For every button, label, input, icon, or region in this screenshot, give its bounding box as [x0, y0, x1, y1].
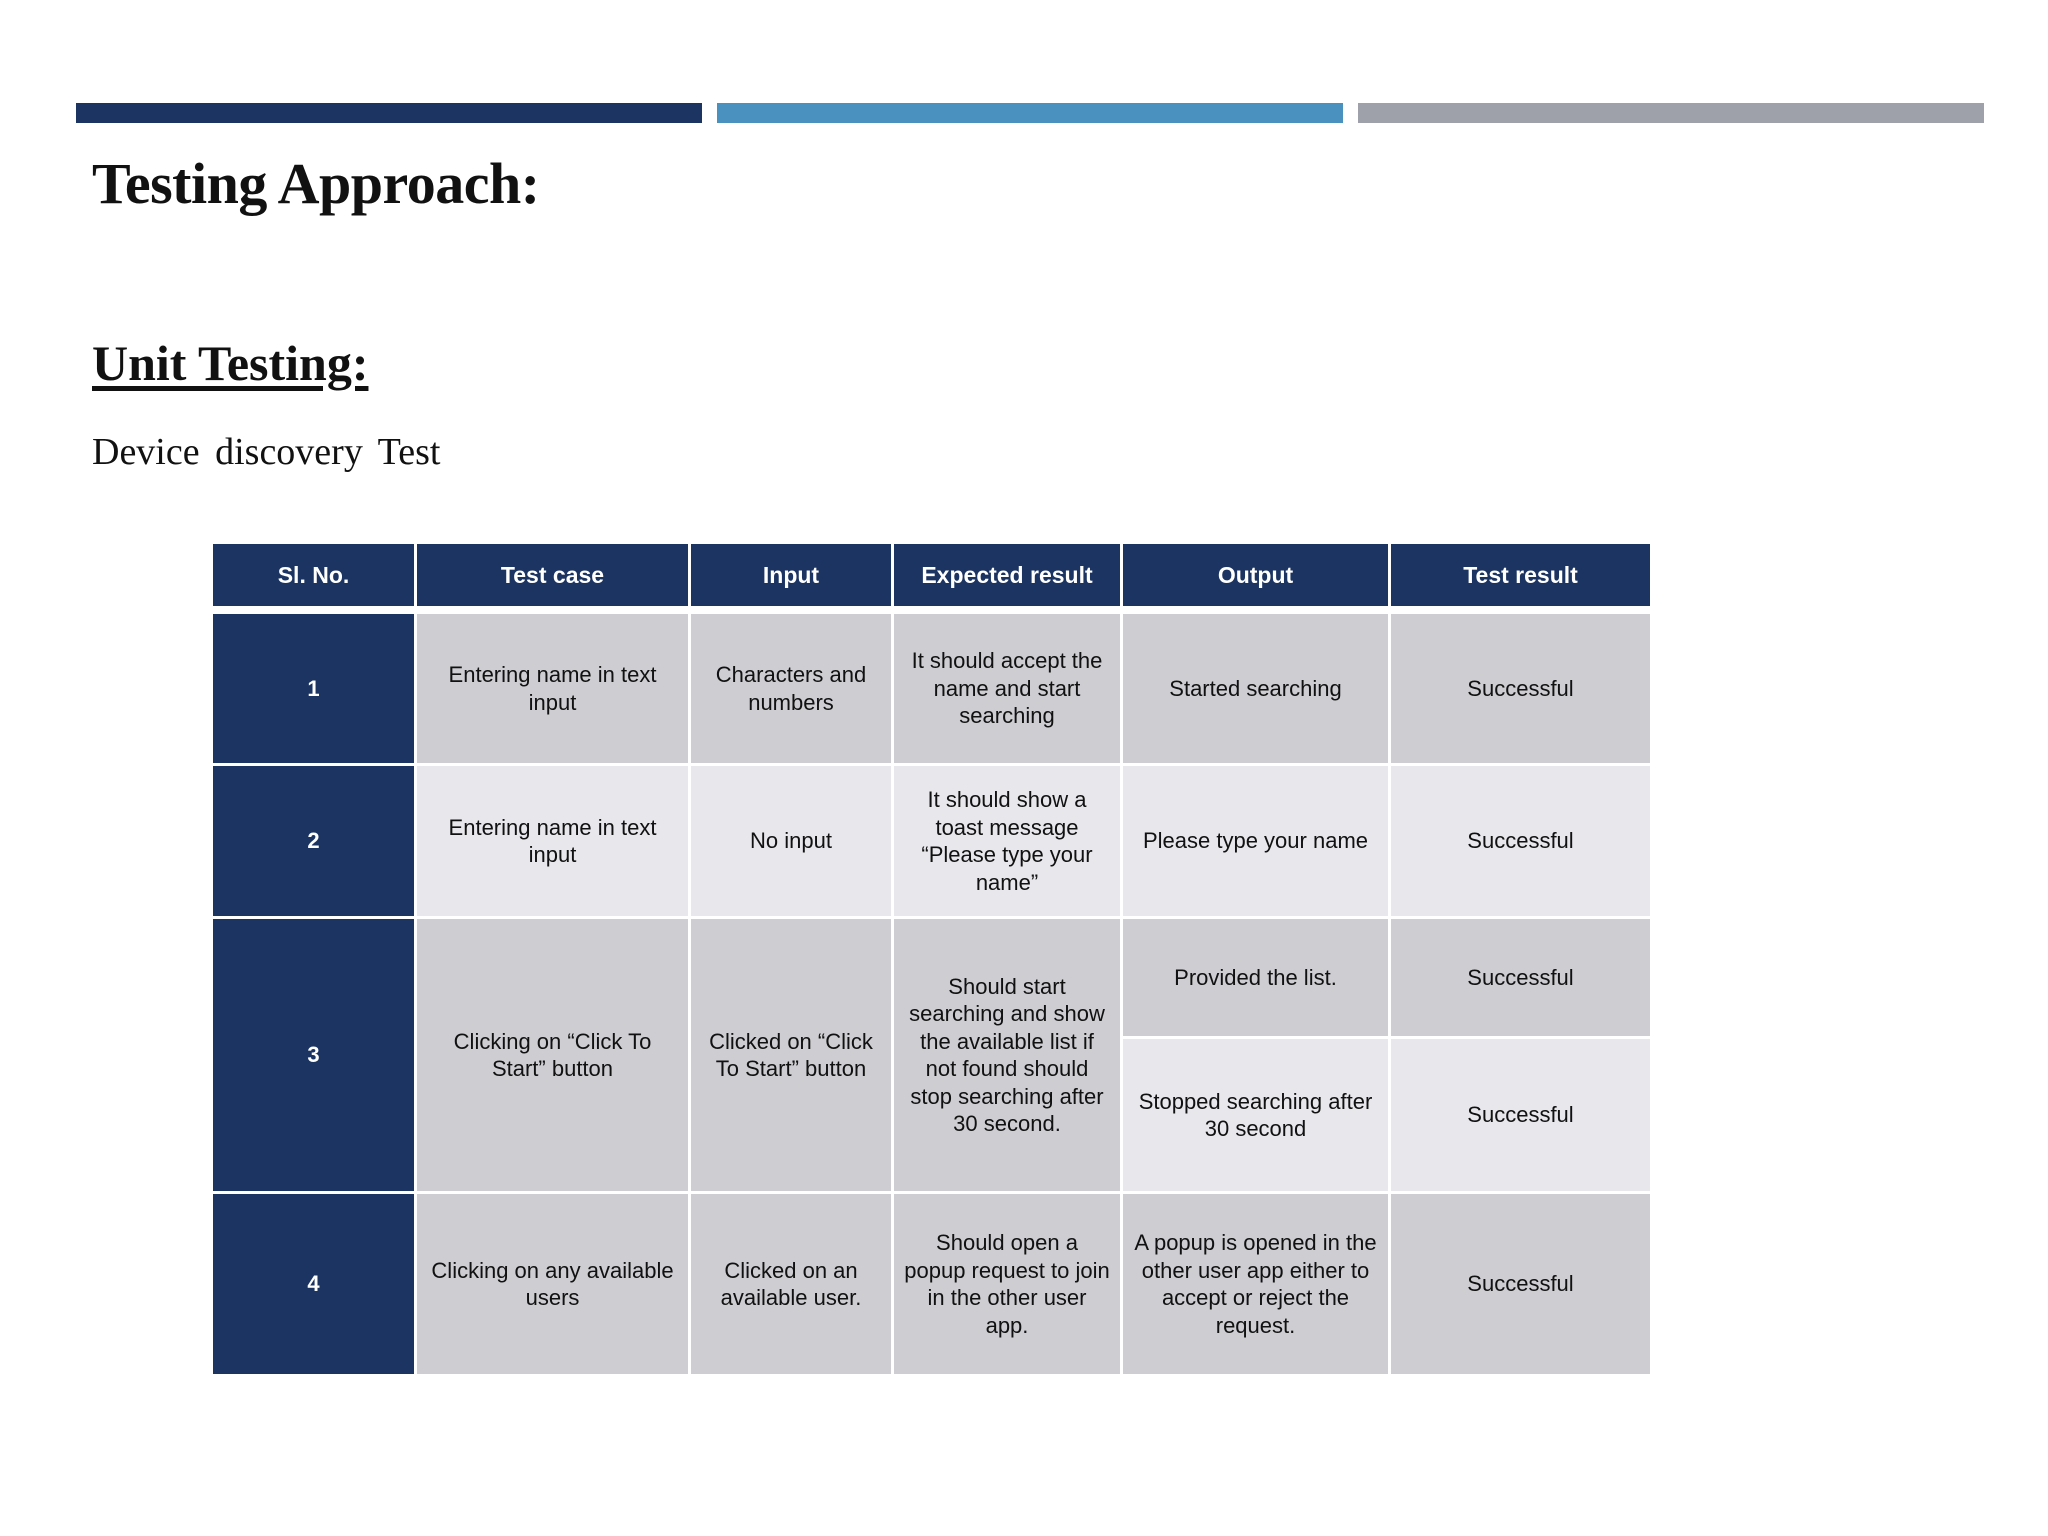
top-accent-bars [76, 103, 1984, 123]
cell-test-result: Successful [1391, 614, 1653, 766]
cell-expected-result: It should show a toast message “Please type your name” [894, 766, 1123, 919]
cell-sl-no: 3 [213, 919, 417, 1194]
cell-sl-no: 2 [213, 766, 417, 919]
page-title: Testing Approach: [92, 151, 540, 216]
cell-sl-no: 1 [213, 614, 417, 766]
cell-test-result: Successful [1391, 766, 1653, 919]
table-row [213, 919, 1653, 1039]
cell-output-secondary: Stopped searching after 30 second [1123, 1039, 1391, 1194]
cell-output: Started searching [1123, 614, 1391, 766]
accent-bar-gray [1358, 103, 1984, 123]
cell-expected-result: It should accept the name and start searching [894, 614, 1123, 766]
test-cases-table [213, 544, 1653, 1377]
cell-input: No input [691, 766, 894, 919]
cell-expected-result: Should open a popup request to join in the other user app. [894, 1194, 1123, 1377]
header-input: Input [691, 544, 894, 614]
cell-input: Clicked on an available user. [691, 1194, 894, 1377]
cell-test-result: Successful [1391, 1194, 1653, 1377]
cell-test-result-secondary: Successful [1391, 1039, 1653, 1194]
header-output: Output [1123, 544, 1391, 614]
cell-output: A popup is opened in the other user app either to accept or reject the request. [1123, 1194, 1391, 1377]
cell-input: Characters and numbers [691, 614, 894, 766]
cell-output: Provided the list. [1123, 919, 1391, 1039]
table-caption: Device discovery Test [92, 431, 441, 473]
accent-bar-blue [717, 103, 1343, 123]
cell-test-case: Clicking on “Click To Start” button [417, 919, 691, 1194]
header-test-result: Test result [1391, 544, 1653, 614]
table-row [213, 1194, 1653, 1377]
cell-output: Please type your name [1123, 766, 1391, 919]
cell-test-case: Clicking on any available users [417, 1194, 691, 1377]
table-row [213, 766, 1653, 919]
cell-sl-no: 4 [213, 1194, 417, 1377]
cell-input: Clicked on “Click To Start” button [691, 919, 894, 1194]
cell-test-case: Entering name in text input [417, 766, 691, 919]
header-expected-result: Expected result [894, 544, 1123, 614]
header-sl-no: Sl. No. [213, 544, 417, 614]
accent-bar-navy [76, 103, 702, 123]
cell-test-case: Entering name in text input [417, 614, 691, 766]
cell-test-result: Successful [1391, 919, 1653, 1039]
header-test-case: Test case [417, 544, 691, 614]
table-row [213, 614, 1653, 766]
table-header-row [213, 544, 1653, 614]
cell-expected-result: Should start searching and show the available list if not found should stop searching after 30 second. [894, 919, 1123, 1194]
section-subtitle: Unit Testing: [92, 335, 369, 391]
